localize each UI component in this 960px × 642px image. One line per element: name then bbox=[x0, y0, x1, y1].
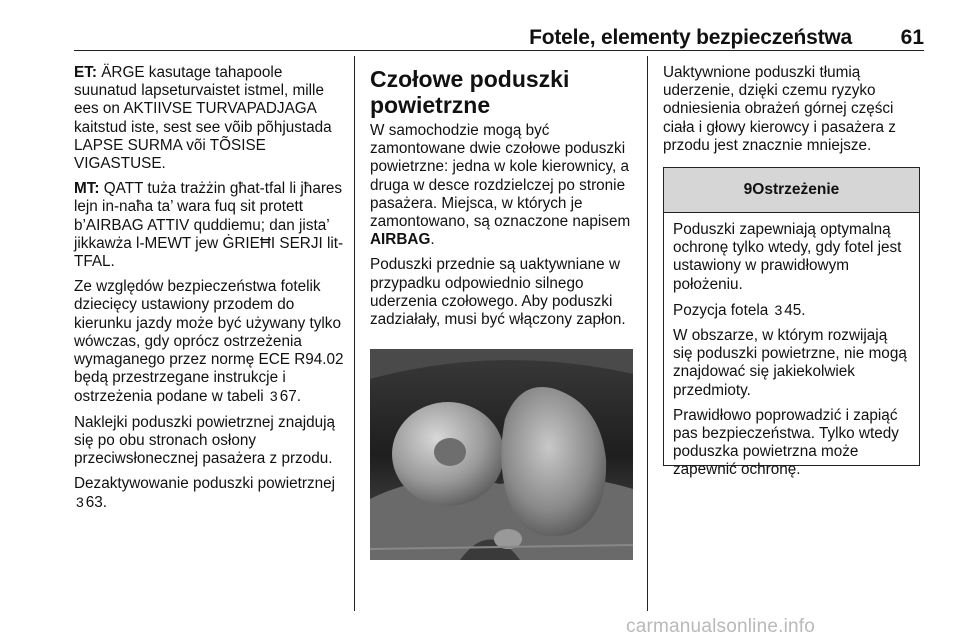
watermark: carmanualsonline.info bbox=[626, 616, 816, 637]
warning-paragraph: W obszarze, w którym rozwijają się poduszki powietrzne, nie mogą znajdować się jakiekolwiek przedmioty. bbox=[673, 327, 907, 399]
page-ref[interactable]: 67. bbox=[279, 388, 301, 406]
page-ref[interactable]: 45. bbox=[784, 301, 806, 319]
et-warning: ET: ÄRGE kasutage tahapoole suunatud lapseturvaistet istmel, mille ees on AKTIIVSE TURVAPADJAGA kaitstud iste, sest see võib põhjustada LAPSE SURMA või TÕSISE VIGASTUSE. bbox=[74, 64, 332, 173]
column-divider bbox=[647, 56, 648, 611]
header-rule bbox=[74, 50, 924, 51]
warning-header bbox=[664, 168, 919, 213]
page-ref-icon: 3 bbox=[76, 494, 84, 511]
page-ref[interactable]: 63. bbox=[85, 494, 108, 512]
paragraph: Dezaktywowanie poduszki powietrznej 3 63. bbox=[74, 475, 336, 512]
paragraph: Naklejki poduszki powietrznej znajdują się po obu stronach osłony przeciwsłonecznej pasażera z przodu. bbox=[74, 413, 336, 468]
section-title: Fotele, elementy bezpieczeństwa bbox=[529, 26, 852, 49]
airbag-label: AIRBAG bbox=[370, 231, 431, 249]
section-heading: Czołowe poduszki powietrzne bbox=[370, 66, 570, 118]
warning-paragraph: Poduszki zapewniają optymalną ochronę tylko wtedy, gdy fotel jest ustawiony w prawidłowym położeniu. bbox=[673, 221, 902, 293]
page-header bbox=[0, 22, 924, 50]
mt-warning: MT: QATT tuża trażżin għat-tfal li jħares lejn in-naħa ta’ wara fuq sit protett b’AIRBAG ATTIV quddiemu; dan jista’ jikkawża l-MEWT jew ĠRIEĦI SERJI lit-TFAL. bbox=[74, 180, 344, 271]
warning-paragraph: Prawidłowo poprowadzić i zapiąć pas bezpieczeństwa. Tylko wtedy poduszka powietrzna może zapewnić ochronę. bbox=[673, 406, 899, 479]
paragraph: Poduszki przednie są uaktywniane w przypadku odpowiednio silnego uderzenia czołowego. Aby poduszki zadziałały, musi być włączony zapłon. bbox=[370, 256, 626, 329]
paragraph: Ze względów bezpieczeństwa fotelik dziecięcy ustawiony przodem do kierunku jazdy może być używany tylko wówczas, gdy oprócz ostrzeżenia wymaganego przez normę ECE R94.02 będą przestrzegane instrukcje i ostrzeżenia podane w tabeli 3 67. bbox=[74, 278, 344, 406]
column-right bbox=[663, 64, 925, 162]
paragraph: Uaktywnione poduszki tłumią uderzenie, dzięki czemu ryzyko odniesienia obrażeń górnej części ciała i głowy kierowcy i pasażera z przodu jest znacznie mniejsze. bbox=[663, 64, 896, 154]
column-divider bbox=[354, 56, 355, 611]
paragraph: W samochodzie mogą być zamontowane dwie czołowe poduszki powietrzne: jedna w kole kierownicy, a druga w desce rozdzielczej po stronie pasażera. Miejsca, w których je zamontowano, są oznaczone napisem AIRBAG. bbox=[370, 122, 631, 249]
warning-icon: 9 bbox=[743, 181, 753, 198]
column-middle bbox=[370, 66, 638, 336]
warning-box bbox=[663, 167, 920, 479]
airbag-photo bbox=[370, 349, 633, 560]
page-number: 61 bbox=[900, 26, 924, 49]
page-ref-icon: 3 bbox=[774, 301, 783, 318]
warning-title: Ostrzeżenie bbox=[752, 181, 840, 198]
page-ref-icon: 3 bbox=[269, 388, 278, 405]
column-left bbox=[74, 64, 346, 520]
warning-paragraph: Pozycja fotela 3 45. bbox=[673, 301, 806, 319]
warning-body bbox=[664, 213, 919, 480]
